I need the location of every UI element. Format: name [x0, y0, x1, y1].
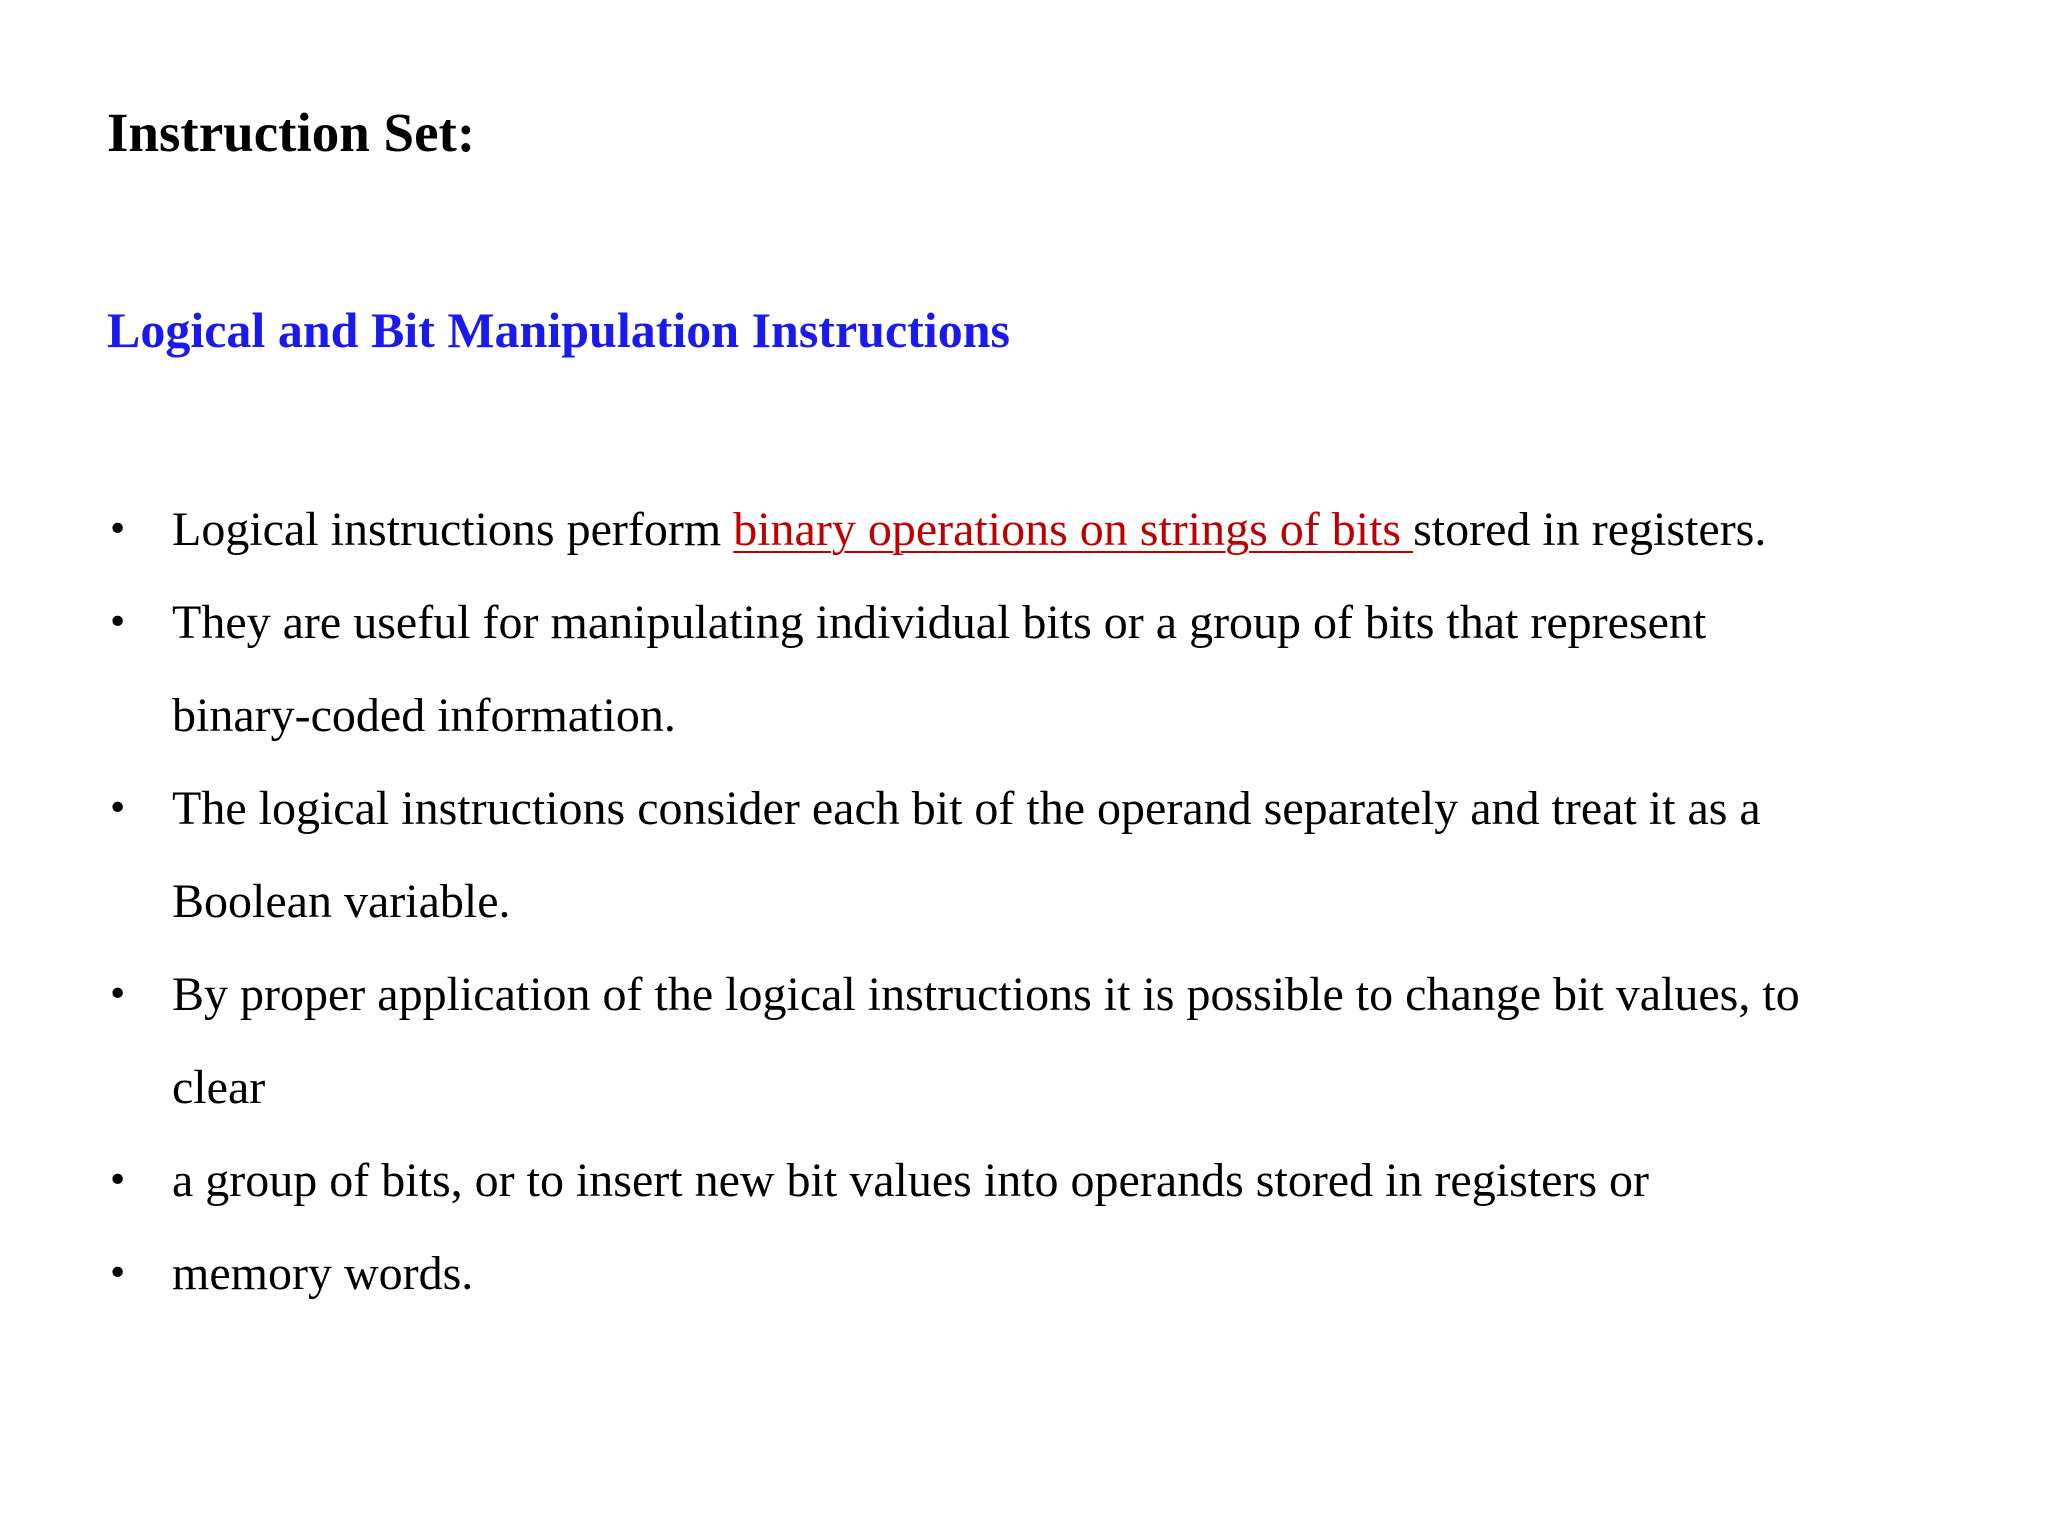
bullet-text-continued: clear — [172, 1061, 266, 1114]
highlighted-phrase: binary operations on strings of bits — [733, 503, 1414, 556]
bullet-text: a group of bits, or to insert new bit values into operands stored in registers or — [172, 1154, 1650, 1207]
section-subtitle: Logical and Bit Manipulation Instructions — [107, 302, 1010, 358]
bullet-item — [0, 1134, 2048, 1227]
bullet-text: memory words. — [172, 1247, 474, 1300]
bullet-icon: • — [107, 509, 129, 550]
bullet-item — [0, 576, 2048, 762]
bullet-text: Logical instructions perform — [172, 503, 734, 556]
bullet-icon: • — [107, 1253, 129, 1294]
bullet-text: By proper application of the logical instructions it is possible to change bit values, to — [172, 968, 1800, 1021]
bullet-item — [0, 762, 2048, 948]
bullet-text: They are useful for manipulating individual bits or a group of bits that represent — [172, 596, 1707, 649]
bullet-icon: • — [107, 974, 129, 1015]
bullet-item — [0, 1227, 2048, 1320]
bullet-text: stored in registers. — [1413, 503, 1767, 556]
page-title: Instruction Set: — [107, 102, 476, 163]
bullet-text: The logical instructions consider each bit of the operand separately and treat it as a — [172, 782, 1761, 835]
bullet-icon: • — [107, 788, 129, 829]
bullet-icon: • — [107, 602, 129, 643]
bullet-text-continued: binary-coded information. — [172, 689, 676, 742]
bullet-item — [0, 948, 2048, 1134]
bullet-icon: • — [107, 1160, 129, 1201]
bullet-list — [0, 483, 2048, 1320]
bullet-item — [0, 483, 2048, 576]
bullet-text-continued: Boolean variable. — [172, 875, 511, 928]
